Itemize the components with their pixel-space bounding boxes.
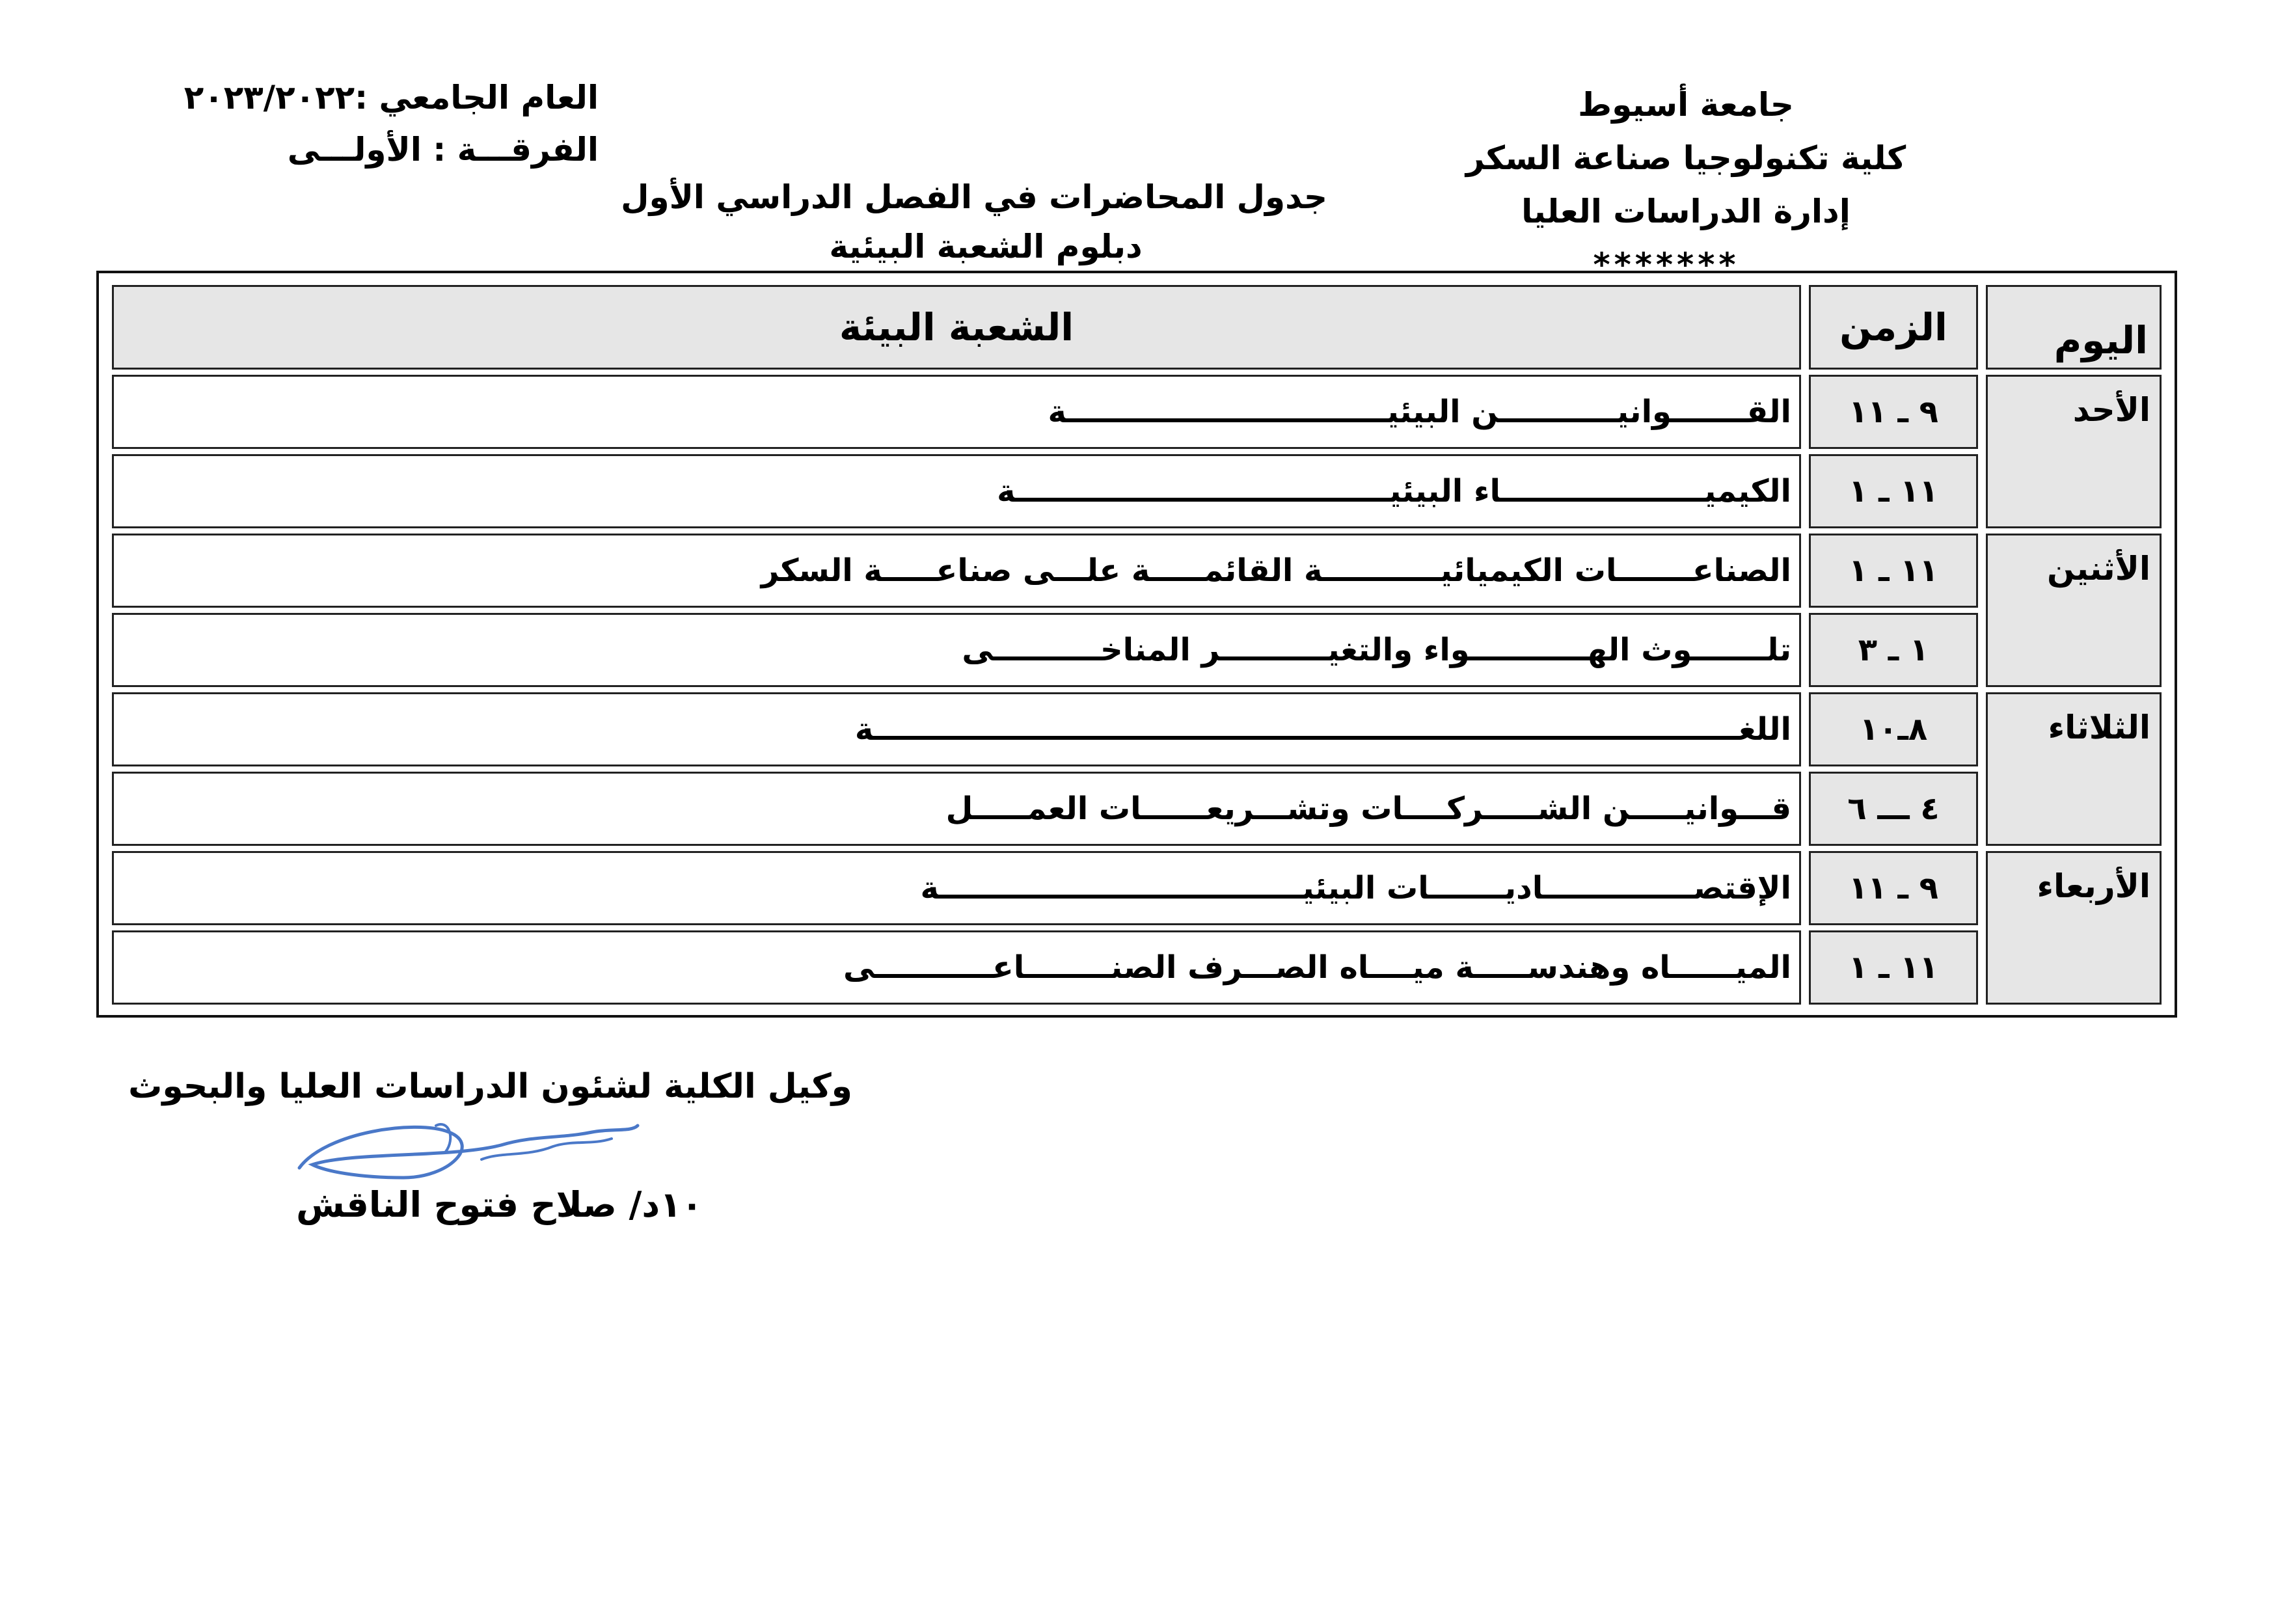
academic-year: العام الجامعي :٢٠٢٣/٢٠٢٢	[183, 79, 599, 116]
subject-cell: قـــوانيـــــن الشـــــركــــات وتشـــريعــــــات العمـــــل	[112, 772, 1801, 846]
table-row	[112, 534, 2162, 608]
diploma-title: دبلوم الشعبة البيئية	[829, 228, 1143, 265]
subject-cell: الإقتصــــــــــــــاديـــــــات البيئيــــــــــــــــــــــــــــــــــة	[112, 851, 1801, 925]
time-cell: ١ ـ ٣	[1809, 613, 1978, 687]
time-cell: ١١ ـ ١	[1809, 534, 1978, 608]
day-cell: الثلاثاء	[1986, 692, 2162, 846]
schedule-title-block	[621, 172, 1327, 271]
year-level-block	[143, 72, 599, 176]
faculty-name: كلية تكنولوجيا صناعة السكر	[1465, 139, 1906, 177]
time-cell: ٩ ـ ١١	[1809, 375, 1978, 449]
time-cell: ٩ ـ ١١	[1809, 851, 1978, 925]
table-row	[112, 772, 2162, 846]
subject-cell: اللغـــــــــــــــــــــــــــــــــــــــــــــــــــــــــــــــــــــــــــــــــة	[112, 692, 1801, 766]
table-row	[112, 930, 2162, 1005]
subject-cell: الصناعـــــــات الكيميائيـــــــــــة القائمـــــة علـــى صناعـــــة السكر	[112, 534, 1801, 608]
day-cell: الأحد	[1986, 375, 2162, 528]
day-cell: الأربعاء	[1986, 851, 2162, 1005]
dean-name: ١٠د/ صلاح فتوح الناقش	[296, 1184, 703, 1225]
header-time: الزمن	[1809, 285, 1978, 370]
time-cell: ١١ ـ ١	[1809, 454, 1978, 528]
subject-cell: الميــــــاه وهندســـــة ميــــاه الصـــرف الصنــــــــاعـــــــــــى	[112, 930, 1801, 1005]
schedule-table	[104, 280, 2169, 1010]
header-day: اليوم	[1986, 285, 2162, 370]
header-subject: الشعبة البيئة	[112, 285, 1801, 370]
stars-line: *******	[1593, 246, 1740, 284]
table-row	[112, 851, 2162, 925]
time-cell: ٤ ـــ ٦	[1809, 772, 1978, 846]
institution-header	[1361, 78, 2011, 291]
table-row	[112, 692, 2162, 766]
university-name: جامعة أسيوط	[1578, 86, 1794, 124]
schedule-table-frame	[96, 271, 2177, 1018]
subject-cell: تلـــــــوث الهـــــــــــواء والتغيــــــــــر المناخــــــــــى	[112, 613, 1801, 687]
table-header-row	[112, 285, 2162, 370]
time-cell: ٨ـ١٠	[1809, 692, 1978, 766]
level: الفرقـــة : الأولـــى	[287, 131, 599, 169]
table-row	[112, 375, 2162, 449]
department-name: إدارة الدراسات العليا	[1521, 193, 1851, 230]
dean-title: وكيل الكلية لشئون الدراسات العليا والبحوث	[128, 1067, 852, 1106]
table-row	[112, 613, 2162, 687]
handwritten-signature	[286, 1106, 651, 1197]
subject-cell: القـــــــوانيـــــــــــن البيئيــــــــــــــــــــــــــــــة	[112, 375, 1801, 449]
schedule-title: جدول المحاضرات في الفصل الدراسي الأول	[621, 178, 1327, 216]
day-cell: الأثنين	[1986, 534, 2162, 687]
table-row	[112, 454, 2162, 528]
subject-cell: الكيميـــــــــــــــــــاء البيئيـــــــــــــــــــــــــــــــــــة	[112, 454, 1801, 528]
time-cell: ١١ ـ ١	[1809, 930, 1978, 1005]
